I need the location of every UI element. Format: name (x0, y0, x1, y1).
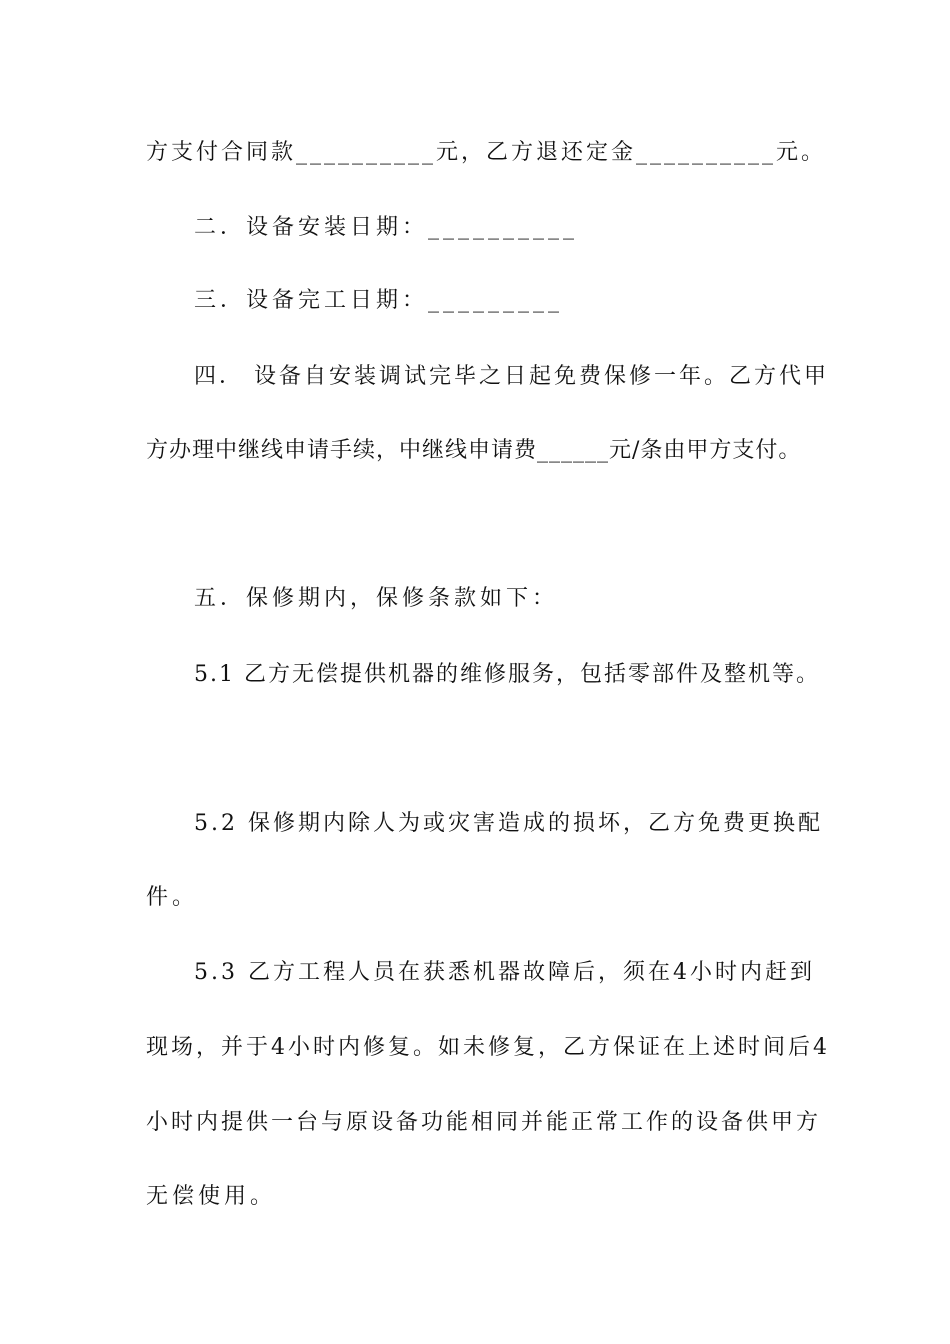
text-line-warranty-year: 四． 设备自安装调试完毕之日起免费保修一年。乙方代甲 (194, 364, 829, 389)
text-line-trunk-line-fee: 方办理中继线申请手续，中继线申请费______元/条由甲方支付。 (146, 438, 802, 463)
text-line-completion-date: 三．设备完工日期：_________ (194, 288, 564, 313)
text-line-warranty-terms-heading: 五．保修期内，保修条款如下： (194, 586, 559, 611)
text-line-payment: 方支付合同款__________元，乙方退还定金__________元。 (146, 140, 827, 165)
text-line-install-date: 二．设备安装日期：__________ (194, 215, 579, 240)
text-line-clause-5-1: 5.1 乙方无偿提供机器的维修服务，包括零部件及整机等。 (194, 662, 820, 687)
text-line-clause-5-3-cont-3: 无偿使用。 (146, 1184, 277, 1209)
text-line-clause-5-3-cont-2: 小时内提供一台与原设备功能相同并能正常工作的设备供甲方 (146, 1110, 822, 1135)
text-line-clause-5-2: 5.2 保修期内除人为或灾害造成的损坏，乙方免费更换配 (194, 811, 823, 836)
text-line-clause-5-3-cont-1: 现场，并于4小时内修复。如未修复，乙方保证在上述时间后4 (146, 1035, 830, 1060)
text-line-clause-5-2-cont: 件。 (146, 885, 199, 910)
text-line-clause-5-3: 5.3 乙方工程人员在获悉机器故障后，须在4小时内赶到 (194, 960, 815, 985)
